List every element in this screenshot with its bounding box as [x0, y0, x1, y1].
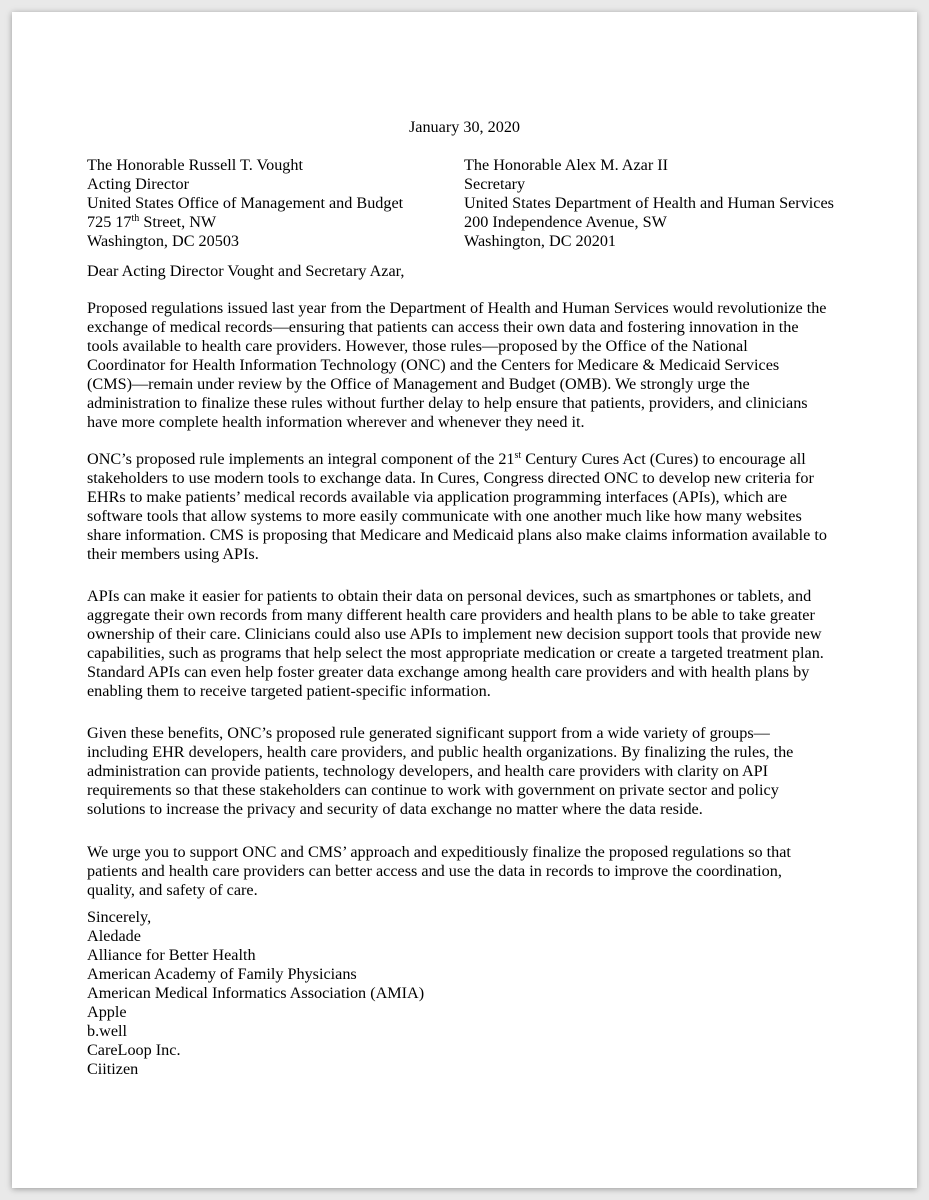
paragraph-line: including EHR developers, health care providers, and public health organizations. By finalizing the rules, the — [87, 743, 794, 761]
paragraph-line — [87, 450, 827, 469]
recipient-title: Secretary — [464, 175, 526, 193]
paragraph-line: capabilities, such as programs that help select the most appropriate medication or create a targeted treatment plan. — [87, 644, 824, 662]
paragraph-line: enabling them to receive targeted patient-specific information. — [87, 682, 491, 700]
line-text: Century Cures Act (Cures) to encourage all — [521, 450, 806, 468]
letter-date: January 30, 2020 — [408, 118, 521, 136]
signatory: Alliance for Better Health — [87, 946, 256, 964]
paragraph-line: requirements so that these stakeholders can continue to work with government on private sector and policy — [87, 781, 779, 799]
paragraph-4 — [87, 724, 793, 819]
paragraph-3 — [87, 587, 824, 701]
paragraph-line: administration can provide patients, technology developers, and health care providers with clarity on API — [87, 762, 769, 780]
paragraph-line: have more complete health information wherever and whenever they need it. — [87, 413, 585, 431]
recipient-name: The Honorable Russell T. Vought — [87, 156, 303, 174]
recipient-name: The Honorable Alex M. Azar II — [464, 156, 669, 174]
street-ordinal-suffix: th — [131, 213, 140, 224]
line-text: ONC’s proposed rule implements an integral component of the 21 — [87, 450, 515, 468]
closing-line: Sincerely, — [87, 908, 152, 926]
paragraph-line: exchange of medical records—ensuring that patients can access their own data and fostering innovation in the — [87, 318, 799, 336]
recipient-title: Acting Director — [87, 175, 190, 193]
paragraph-line: APIs can make it easier for patients to obtain their data on personal devices, such as smartphones or tablets, and — [87, 587, 812, 605]
signatory: Aledade — [87, 927, 141, 945]
paragraph-line: ownership of their care. Clinicians could also use APIs to implement new decision support tools that provide new — [87, 625, 822, 643]
paragraph-line: (CMS)—remain under review by the Office of Management and Budget (OMB). We strongly urge the — [87, 375, 750, 393]
recipient-street — [87, 213, 403, 232]
signatory: Apple — [87, 1003, 127, 1021]
recipient-city: Washington, DC 20201 — [464, 232, 617, 250]
signatory: b.well — [87, 1022, 128, 1040]
paragraph-line: Standard APIs can even help foster greater data exchange among health care providers and with health plans by — [87, 663, 810, 681]
paragraph-line: Given these benefits, ONC’s proposed rule generated significant support from a wide variety of groups— — [87, 724, 770, 742]
street-name: Street, NW — [139, 213, 217, 231]
salutation: Dear Acting Director Vought and Secretary Azar, — [87, 262, 405, 280]
paragraph-line: patients and health care providers can better access and use the data in records to improve the coordination, — [87, 862, 782, 880]
recipient-street: 200 Independence Avenue, SW — [464, 213, 667, 231]
signatory: Ciitizen — [87, 1060, 139, 1078]
letter-page — [12, 12, 917, 1188]
recipient-office: United States Office of Management and Budget — [87, 194, 404, 212]
paragraph-line: their members using APIs. — [87, 545, 259, 563]
paragraph-line: stakeholders to use modern tools to exchange data. In Cures, Congress directed ONC to develop new criteria for — [87, 469, 814, 487]
street-number: 725 17 — [87, 213, 132, 231]
paragraph-line: EHRs to make patients’ medical records available via application programming interfaces (APIs), which are — [87, 488, 788, 506]
paragraph-line: We urge you to support ONC and CMS’ approach and expeditiously finalize the proposed regulations so that — [87, 843, 791, 861]
paragraph-line: Proposed regulations issued last year from the Department of Health and Human Services would revolutionize the — [87, 299, 827, 317]
recipient-address-right — [464, 156, 834, 251]
paragraph-line: Coordinator for Health Information Technology (ONC) and the Centers for Medicare & Medicaid Services — [87, 356, 780, 374]
paragraph-5 — [87, 843, 791, 900]
signatory: CareLoop Inc. — [87, 1041, 181, 1059]
recipient-office: United States Department of Health and Human Services — [464, 194, 834, 212]
signatory: American Academy of Family Physicians — [87, 965, 357, 983]
paragraph-line: aggregate their own records from many different health care providers and health plans to be able to take greater — [87, 606, 815, 624]
paragraph-line: tools available to health care providers. However, those rules—proposed by the Office of the National — [87, 337, 748, 355]
paragraph-line: software tools that allow systems to more easily communicate with one another much like how many websites — [87, 507, 802, 525]
ordinal-suffix: st — [514, 450, 522, 461]
paragraph-line: share information. CMS is proposing that Medicare and Medicaid plans also make claims information available to — [87, 526, 827, 544]
paragraph-2 — [87, 450, 827, 564]
recipient-city: Washington, DC 20503 — [87, 232, 240, 250]
paragraph-1 — [87, 299, 826, 432]
paragraph-line: solutions to increase the privacy and security of data exchange no matter where the data reside. — [87, 800, 703, 818]
signatory: American Medical Informatics Association (AMIA) — [87, 984, 425, 1002]
closing-block — [87, 908, 424, 1079]
paragraph-line: administration to finalize these rules without further delay to help ensure that patients, providers, and clinicians — [87, 394, 808, 412]
paragraph-line: quality, and safety of care. — [87, 881, 258, 899]
recipient-address-left — [87, 156, 403, 251]
